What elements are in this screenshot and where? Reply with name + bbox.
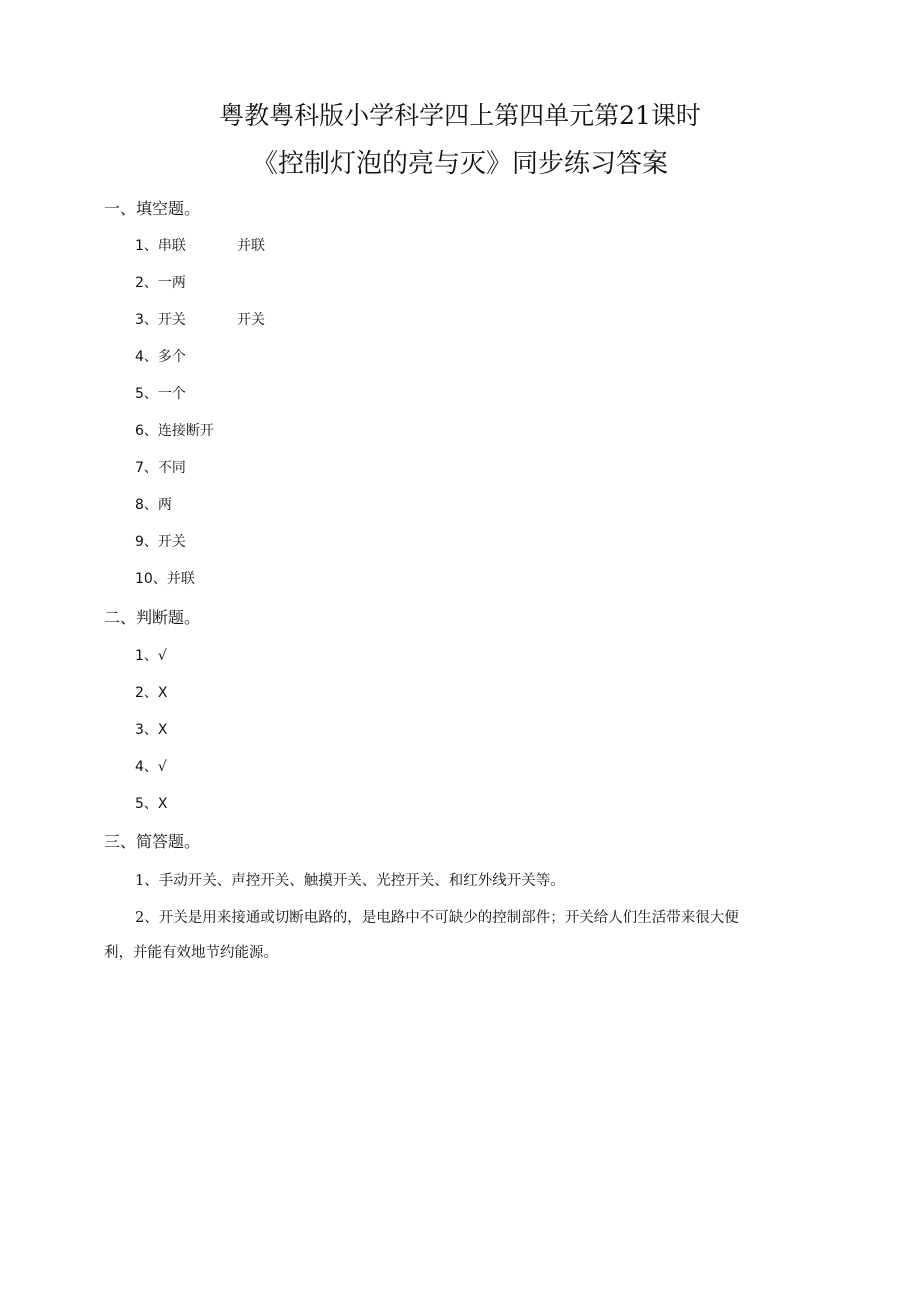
- fill-answer-2-label: 2、一两: [135, 275, 186, 291]
- fill-answer-1: [135, 237, 265, 255]
- section-heading-fill-in: 一、填空题。: [104, 199, 201, 218]
- judge-answer-5: 5、X: [135, 796, 168, 812]
- fill-answer-5: [135, 385, 186, 403]
- section-heading-true-false: 二、判断题。: [104, 608, 201, 627]
- fill-answer-8-label: 8、两: [135, 497, 172, 513]
- fill-answer-2: [135, 274, 186, 292]
- short-answer-2-line2: 利，并能有效地节约能源。: [104, 945, 278, 961]
- fill-answer-9: [135, 533, 186, 551]
- fill-answer-1-label: 1、串联: [135, 238, 186, 254]
- document-title-line1: 粤教粤科版小学科学四上第四单元第21课时: [219, 101, 701, 130]
- judge-answer-1: 1、√: [135, 648, 167, 664]
- fill-answer-4-label: 4、多个: [135, 349, 186, 365]
- fill-answer-3-label: 3、开关: [135, 312, 186, 328]
- judge-answer-3: 3、X: [135, 722, 168, 738]
- fill-answer-4: [135, 348, 186, 366]
- fill-answer-10: [135, 570, 195, 588]
- fill-answer-9-label: 9、开关: [135, 534, 186, 550]
- fill-answer-7-label: 7、不同: [135, 460, 186, 476]
- judge-answer-4: 4、√: [135, 759, 167, 775]
- fill-answer-3-extra: 开关: [237, 312, 265, 328]
- fill-answer-5-label: 5、一个: [135, 386, 186, 402]
- fill-answer-1-extra: 并联: [237, 238, 265, 254]
- document-title-line2: 《控制灯泡的亮与灭》同步练习答案: [251, 149, 668, 179]
- fill-answer-10-label: 10、并联: [135, 571, 195, 587]
- fill-answer-6-label: 6、连接断开: [135, 423, 214, 439]
- fill-answer-3: [135, 311, 265, 329]
- fill-answer-7: [135, 459, 186, 477]
- fill-answer-8: [135, 496, 172, 514]
- short-answer-1: 1、手动开关、声控开关、触摸开关、光控开关、和红外线开关等。: [135, 873, 565, 889]
- section-heading-short-answer: 三、简答题。: [104, 832, 201, 851]
- short-answer-2-line1: 2、开关是用来接通或切断电路的，是电路中不可缺少的控制部件；开关给人们生活带来很大便: [135, 910, 739, 926]
- fill-answer-6: [135, 422, 214, 440]
- judge-answer-2: 2、X: [135, 685, 168, 701]
